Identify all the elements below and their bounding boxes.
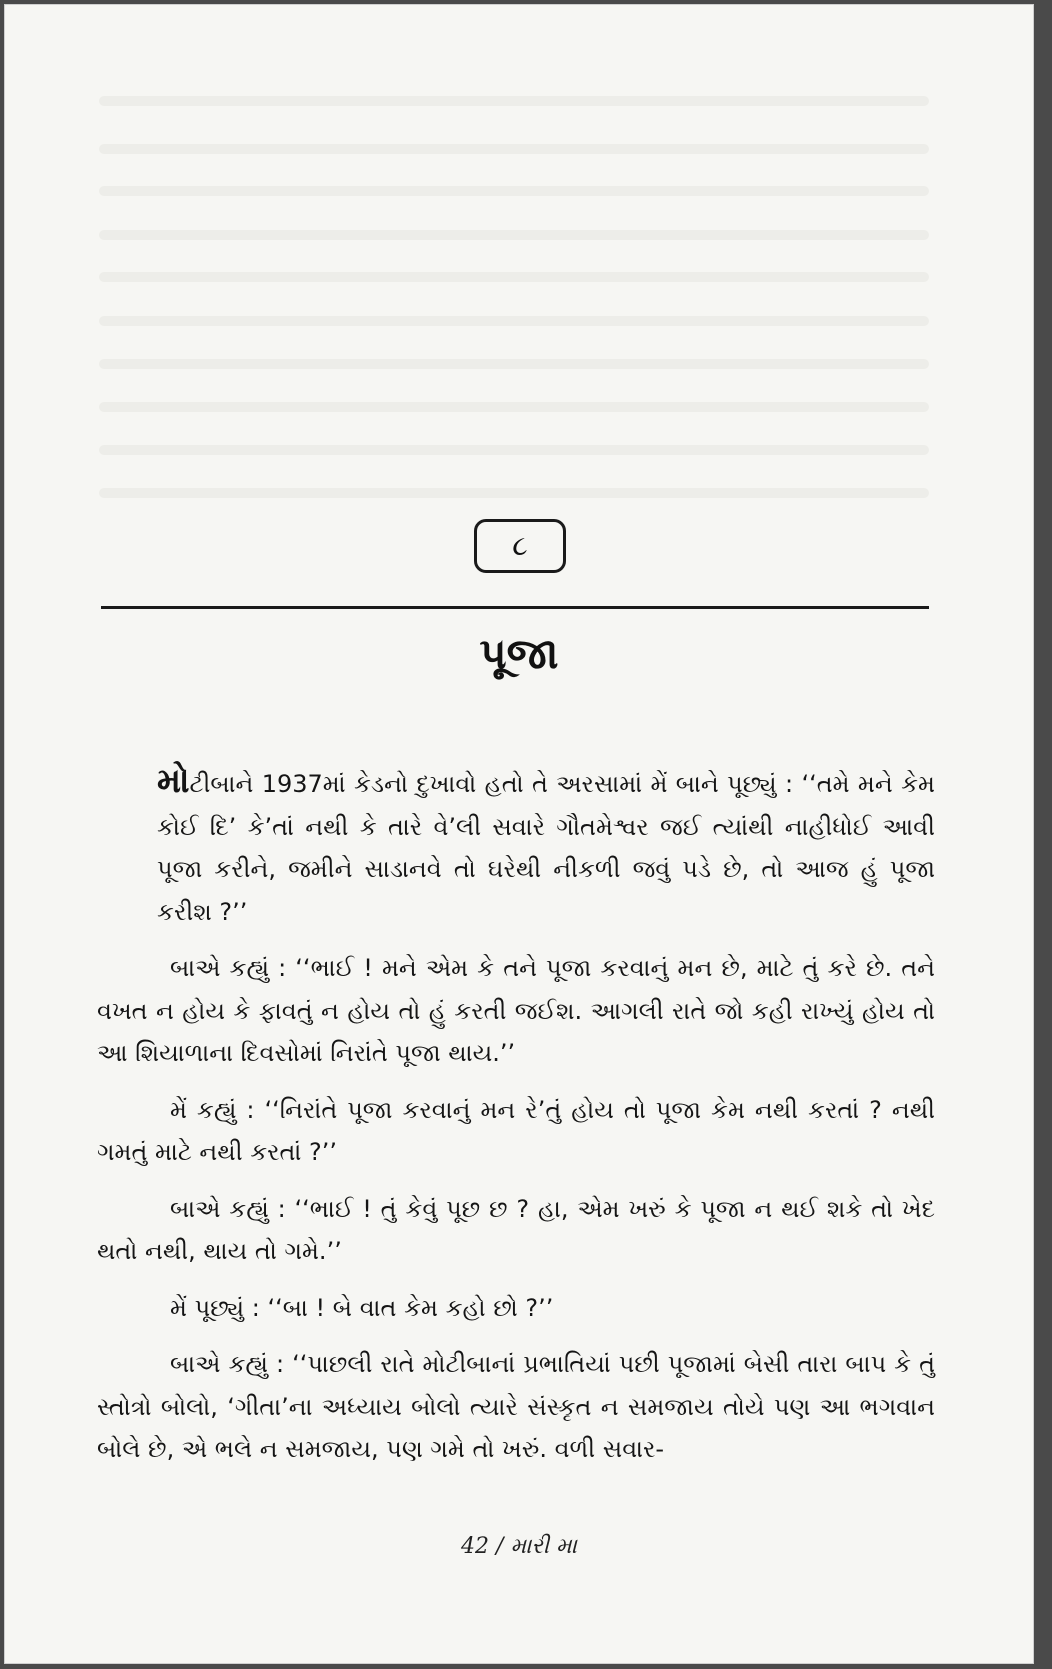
chapter-number-box bbox=[474, 519, 566, 573]
bleed-through-line bbox=[99, 230, 929, 240]
paragraph: મેં કહ્યું : ‘‘નિરાંતે પૂજા કરવાનું મન રે’તું હોય તો પૂજા કેમ નથી કરતાં ? નથી ગમતું માટે નથી કરતાં ?’’ bbox=[97, 1095, 935, 1166]
bleed-through-line bbox=[99, 272, 929, 282]
page-footer bbox=[4, 1534, 1034, 1559]
chapter-body bbox=[97, 760, 935, 1485]
bleed-through-line bbox=[99, 402, 929, 412]
bleed-through-line bbox=[99, 445, 929, 455]
footer-separator: / bbox=[489, 1534, 511, 1559]
chapter-title: પૂજા bbox=[479, 629, 559, 678]
paragraph: બાએ કહ્યું : ‘‘પાછલી રાતે મોટીબાનાં પ્રભાતિયાં પછી પૂજામાં બેસી તારા બાપ કે તું સ્તોત્રો બોલો, ‘ગીતા’ના અધ્યાય બોલો ત્યારે સંસ્કૃત ન સમજાય તોયે પણ આ ભગવાન બોલે છે, એ ભલે ન સમજાય, પણ ગમે તો ખરું. વળી સવાર- bbox=[97, 1350, 935, 1463]
paragraph: બાએ કહ્યું : ‘‘ભાઈ ! મને એમ કે તને પૂજા કરવાનું મન છે, માટે તું કરે છે. તને વખત ન હોય કે ફાવતું ન હોય તો હું કરતી જઈશ. આગલી રાતે જો કહી રાખ્યું હોય તો આ શિયાળાના દિવસોમાં નિરાંતે પૂજા થાય.’’ bbox=[97, 954, 935, 1067]
bleed-through-line bbox=[99, 488, 929, 498]
paragraph bbox=[97, 760, 935, 933]
bleed-through-line bbox=[99, 186, 929, 196]
drop-cap: મો bbox=[157, 761, 190, 801]
book-title: મારી મા bbox=[510, 1534, 577, 1559]
book-page bbox=[4, 4, 1034, 1664]
chapter-divider bbox=[101, 606, 929, 609]
chapter-number: ૮ bbox=[512, 529, 528, 562]
paragraph: મેં પૂછ્યું : ‘‘બા ! બે વાત કેમ કહો છો ?’’ bbox=[170, 1293, 554, 1322]
page-number: 42 bbox=[461, 1534, 490, 1559]
bleed-through-line bbox=[99, 316, 929, 326]
bleed-through-line bbox=[99, 144, 929, 154]
paragraph: બાએ કહ્યું : ‘‘ભાઈ ! તું કેવું પૂછ છ ? હા, એમ ખરું કે પૂજા ન થઈ શકે તો ખેદ થતો નથી, થાય તો ગમે.’’ bbox=[97, 1194, 935, 1265]
bleed-through-line bbox=[99, 96, 929, 106]
bleed-through-line bbox=[99, 359, 929, 369]
paragraph-text: ટીબાને 1937માં કેડનો દુખાવો હતો તે અરસામાં મેં બાને પૂછ્યું : ‘‘તમે મને કેમ કોઈ દિ’ કે’તાં નથી કે તારે વે’લી સવારે ગૌતમેશ્વર જઈ ત્યાંથી નાહીધોઈ આવી પૂજા કરીને, જમીને સાડાનવે તો ઘરેથી નીકળી જવું પડે છે, તો આજ હું પૂજા કરીશ ?’’ bbox=[157, 770, 935, 926]
